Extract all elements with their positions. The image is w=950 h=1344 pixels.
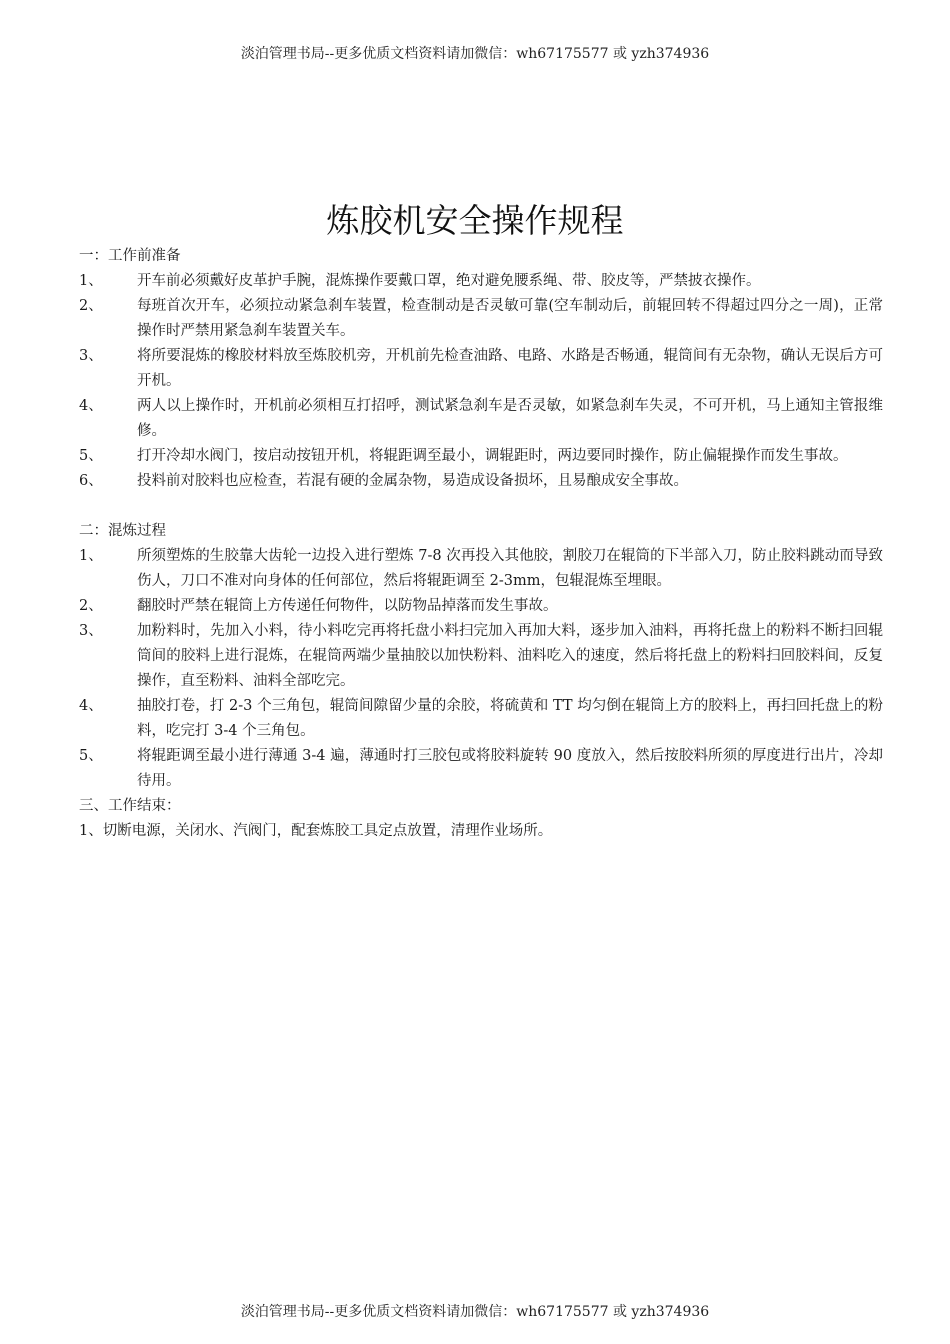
- section-heading: 三、工作结束：: [79, 798, 181, 814]
- list-item: [79, 619, 883, 694]
- item-text: 每班首次开车，必须拉动紧急刹车装置，检查制动是否灵敏可靠(空车制动后，前辊回转不得超过四分之一周)，正常操作时严禁用紧急刹车装置关车。: [137, 298, 883, 339]
- section-heading: 一：工作前准备: [79, 248, 181, 264]
- section-heading: 二：混炼过程: [79, 523, 166, 539]
- item-number: 1、: [79, 548, 103, 564]
- list-item: [79, 269, 883, 294]
- list-item: [79, 544, 883, 594]
- list-item: [79, 594, 883, 619]
- item-text: 加粉料时，先加入小料，待小料吃完再将托盘小料扫完加入再加大料，逐步加入油料，再将托盘上的粉料不断扫回辊筒间的胶料上进行混炼，在辊筒两端少量抽胶以加快粉料、油料吃入的速度，然后将托盘上的粉料扫回胶料间，反复操作，直至粉料、油料全部吃完。: [137, 623, 883, 689]
- section-preparation: [79, 244, 883, 494]
- item-number: 3、: [79, 348, 103, 364]
- list-item: [79, 394, 883, 444]
- item-text: 投料前对胶料也应检查，若混有硬的金属杂物，易造成设备损坏，且易酿成安全事故。: [137, 473, 688, 489]
- item-text: 所须塑炼的生胶靠大齿轮一边投入进行塑炼 7-8 次再投入其他胶，割胶刀在辊筒的下半部入刀，防止胶料跳动而导致伤人，刀口不准对向身体的任何部位，然后将辊距调至 2-3mm，包辊混炼至埋眼。: [137, 548, 883, 589]
- item-number: 4、: [79, 698, 103, 714]
- document-body: [79, 244, 883, 844]
- page-footer-note: 淡泊管理书局--更多优质文档资料请加微信：wh67175577 或 yzh374936: [240, 1304, 710, 1320]
- item-number: 2、: [79, 598, 103, 614]
- item-text: 翻胶时严禁在辊筒上方传递任何物件，以防物品掉落而发生事故。: [137, 598, 558, 614]
- item-text: 将所要混炼的橡胶材料放至炼胶机旁，开机前先检查油路、电路、水路是否畅通，辊筒间有无杂物，确认无误后方可开机。: [137, 348, 883, 389]
- page-header-note: 淡泊管理书局--更多优质文档资料请加微信：wh67175577 或 yzh374936: [240, 46, 710, 62]
- list-item: [79, 694, 883, 744]
- item-number: 5、: [79, 748, 103, 764]
- item-text: 将辊距调至最小进行薄通 3-4 遍，薄通时打三胶包或将胶料旋转 90 度放入，然后按胶料所须的厚度进行出片，冷却待用。: [137, 748, 883, 789]
- item-number: 6、: [79, 473, 103, 489]
- list-item: [79, 294, 883, 344]
- list-item: [79, 744, 883, 794]
- list-item: 1、切断电源，关闭水、汽阀门，配套炼胶工具定点放置，清理作业场所。: [79, 823, 553, 839]
- list-item: [79, 444, 883, 469]
- item-number: 5、: [79, 448, 103, 464]
- item-number: 2、: [79, 298, 103, 314]
- list-item: [79, 344, 883, 394]
- item-text: 抽胶打卷，打 2-3 个三角包，辊筒间隙留少量的余胶，将硫黄和 TT 均匀倒在辊筒上方的胶料上，再扫回托盘上的粉料，吃完打 3-4 个三角包。: [137, 698, 883, 739]
- item-text: 两人以上操作时，开机前必须相互打招呼，测试紧急刹车是否灵敏，如紧急刹车失灵，不可开机，马上通知主管报维修。: [137, 398, 883, 439]
- section-mixing-process: [79, 519, 883, 794]
- document-title: 炼胶机安全操作规程: [326, 201, 624, 240]
- item-number: 3、: [79, 623, 103, 639]
- item-text: 打开冷却水阀门，按启动按钮开机，将辊距调至最小，调辊距时，两边要同时操作，防止偏辊操作而发生事故。: [137, 448, 848, 464]
- item-text: 开车前必须戴好皮革护手腕，混炼操作要戴口罩，绝对避免腰系绳、带、胶皮等，严禁披衣操作。: [137, 273, 761, 289]
- item-number: 1、: [79, 273, 103, 289]
- list-item: [79, 469, 883, 494]
- item-number: 4、: [79, 398, 103, 414]
- section-work-end: [79, 794, 883, 844]
